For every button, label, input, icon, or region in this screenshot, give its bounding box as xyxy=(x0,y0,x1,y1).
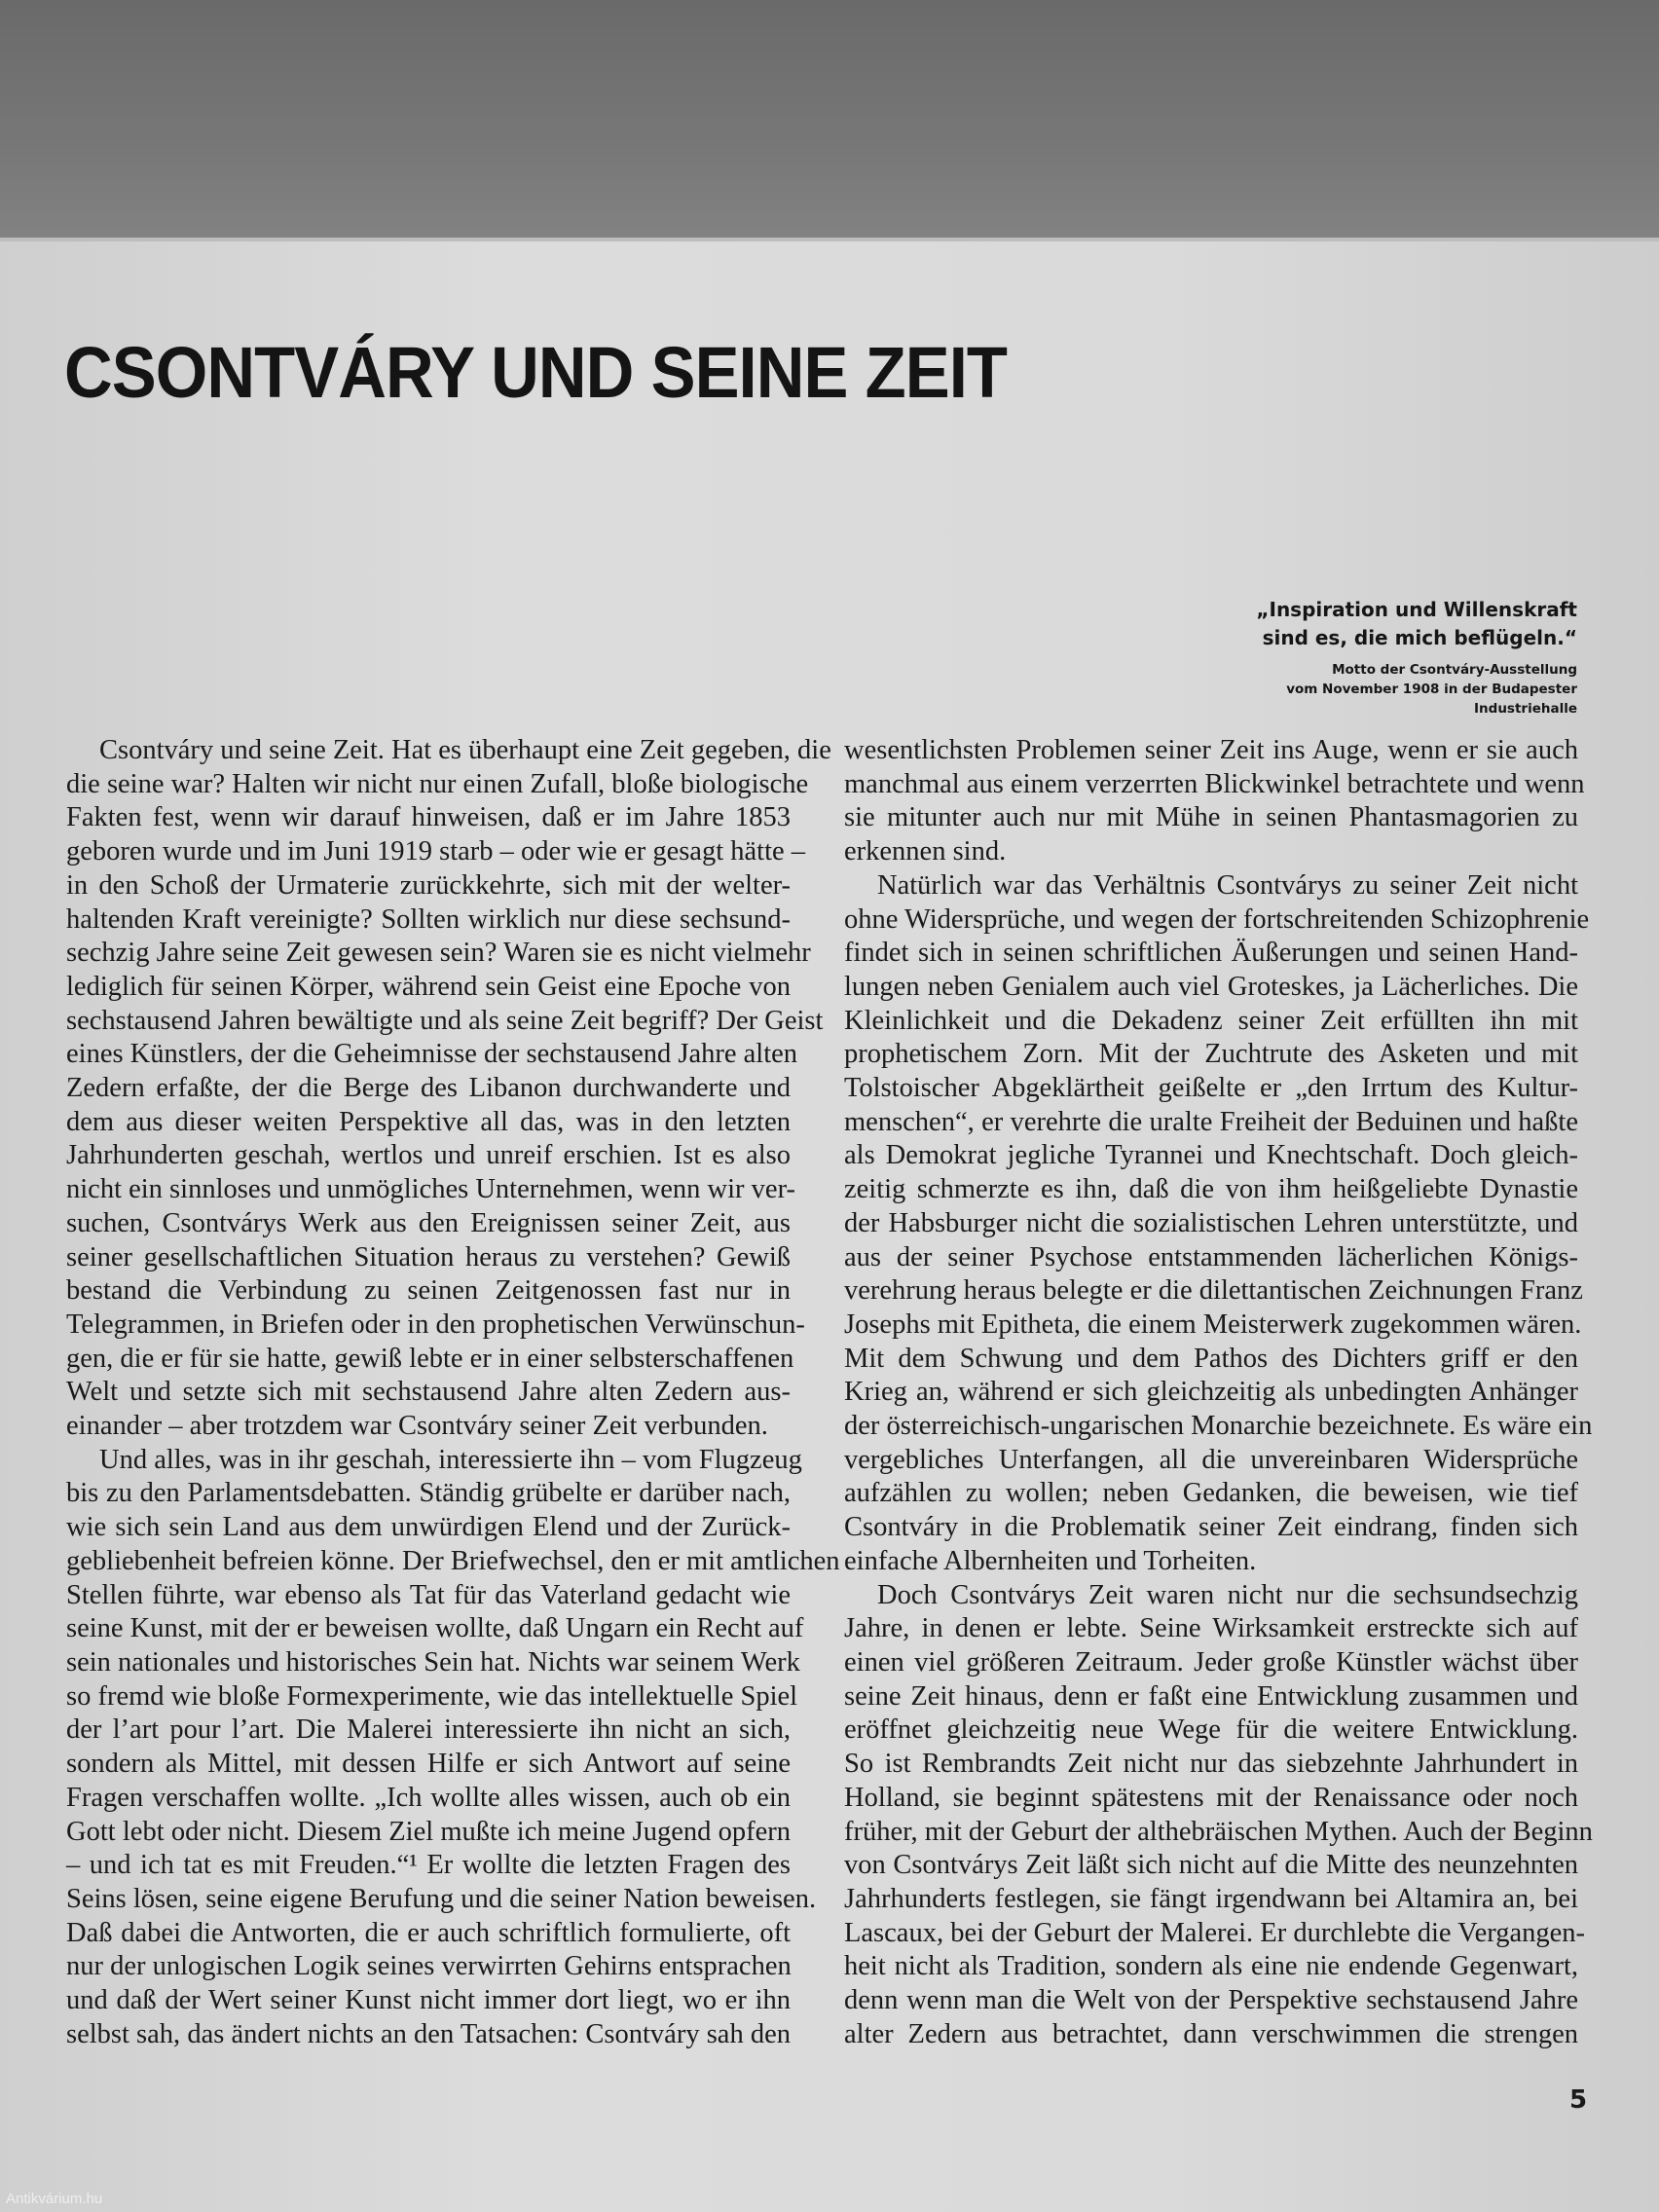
text-line: wesentlichsten Problemen seiner Zeit ins Auge, wenn er sie auch xyxy=(844,735,1578,765)
text-line: der österreichisch-ungarischen Monarchie bezeichnete. Es wäre ein xyxy=(844,1411,1593,1442)
text-line: Doch Csontvárys Zeit waren nicht nur die sechsundsechzig xyxy=(877,1579,1578,1610)
text-line: Natürlich war das Verhältnis Csontvárys zu seiner Zeit nicht xyxy=(877,869,1578,901)
text-line: sie mitunter auch nur mit Mühe in seinen Phantasmagorien zu xyxy=(844,802,1578,833)
text-line: Jahre, in denen er lebte. Seine Wirksamkeit erstreckte sich auf xyxy=(844,1613,1578,1644)
text-line: Holland, sie beginnt spätestens mit der Renaissance oder noch xyxy=(844,1782,1578,1813)
text-line: verehrung heraus belegte er die dilettantischen Zeichnungen Franz xyxy=(844,1275,1583,1307)
text-line: denn wenn man die Welt von der Perspektive sechstausend Jahre xyxy=(844,1985,1578,2016)
text-line: zeitig schmerzte es ihn, daß die von ihm heißgeliebte Dynastie xyxy=(844,1174,1578,1205)
text-line: eines Künstlers, der die Geheimnisse der sechstausend Jahre alten xyxy=(66,1039,798,1070)
text-line: – und ich tat es mit Freuden.“¹ Er wollte die letzten Fragen des xyxy=(66,1850,791,1881)
page-title: CSONTVÁRY UND SEINE ZEIT xyxy=(64,332,1008,413)
motto-caption-line: Motto der Csontváry-Ausstellung xyxy=(1332,662,1577,678)
text-line: menschen“, er verehrte die uralte Freiheit der Beduinen und haßte xyxy=(844,1106,1578,1137)
paragraph xyxy=(66,1444,840,2052)
body-column-right xyxy=(844,734,1593,2051)
text-line: der l’art pour l’art. Die Malerei interessierte ihn nicht an sich, xyxy=(66,1714,791,1746)
text-line: von Csontvárys Zeit läßt sich nicht auf die Mitte des neunzehnten xyxy=(844,1850,1578,1881)
text-line: Jahrhunderten geschah, wertlos und unreif erschien. Ist es also xyxy=(66,1140,791,1171)
text-line: prophetischem Zorn. Mit der Zuchtrute des Asketen und mit xyxy=(844,1039,1578,1070)
text-line: Welt und setzte sich mit sechstausend Jahre alten Zedern aus- xyxy=(66,1377,791,1408)
text-line: manchmal aus einem verzerrten Blickwinkel betrachtete und wenn xyxy=(844,768,1585,799)
text-line: Daß dabei die Antworten, die er auch schriftlich formulierte, oft xyxy=(66,1917,791,1948)
text-line: sondern als Mittel, mit dessen Hilfe er sich Antwort auf seine xyxy=(66,1749,791,1780)
watermark: Antikvárium.hu xyxy=(6,2191,103,2207)
body-column-left xyxy=(66,734,840,2051)
text-line: selbst sah, das ändert nichts an den Tatsachen: Csontváry sah den xyxy=(66,2018,791,2049)
text-line: dem aus dieser weiten Perspektive all das, was in den letzten xyxy=(66,1106,791,1137)
text-line: suchen, Csontvárys Werk aus den Ereignissen seiner Zeit, aus xyxy=(66,1207,791,1238)
text-line: einen viel größeren Zeitraum. Jeder große Künstler wächst über xyxy=(844,1646,1578,1677)
text-line: sechstausend Jahren bewältigte und als seine Zeit begriff? Der Geist xyxy=(66,1005,824,1036)
text-line: lungen neben Genialem auch viel Groteskes, ja Lächerliches. Die xyxy=(844,971,1578,1002)
text-line: vergebliches Unterfangen, all die unvereinbaren Widersprüche xyxy=(844,1444,1578,1475)
text-line: sechzig Jahre seine Zeit gewesen sein? Waren sie es nicht vielmehr xyxy=(66,938,811,969)
motto-caption xyxy=(1256,660,1577,719)
text-line: die seine war? Halten wir nicht nur einen Zufall, bloße biologische xyxy=(66,768,809,799)
text-line: Josephs mit Epitheta, die einem Meisterwerk zugekommen wären. xyxy=(844,1309,1582,1340)
motto-quote-line: sind es, die mich beflügeln.“ xyxy=(1262,626,1577,649)
text-line: Telegrammen, in Briefen oder in den prophetischen Verwünschun- xyxy=(66,1309,805,1340)
text-line: Kleinlichkeit und die Dekadenz seiner Zeit erfüllten ihn mit xyxy=(844,1005,1578,1036)
text-line: Csontváry in die Problematik seiner Zeit eindrang, finden sich xyxy=(844,1512,1578,1543)
text-line: gebliebenheit befreien könne. Der Briefwechsel, den er mit amtlichen xyxy=(66,1545,840,1576)
text-line: nicht ein sinnloses und unmögliches Unternehmen, wenn wir ver- xyxy=(66,1174,795,1205)
text-line: nur der unlogischen Logik seines verwirrten Gehirns entsprachen xyxy=(66,1951,792,1982)
paragraph xyxy=(844,1579,1593,2052)
text-line: Csontváry und seine Zeit. Hat es überhaupt eine Zeit gegeben, die xyxy=(99,735,831,765)
text-line: eröffnet gleichzeitig neue Wege für die weitere Entwicklung. xyxy=(844,1714,1578,1746)
text-line: seine Zeit hinaus, denn er faßt eine Entwicklung zusammen und xyxy=(844,1680,1578,1712)
text-line: ohne Widersprüche, und wegen der fortschreitenden Schizophrenie xyxy=(844,903,1590,935)
background-band xyxy=(0,0,1659,240)
text-line: Seins lösen, seine eigene Berufung und die seiner Nation beweisen. xyxy=(66,1883,817,1914)
text-line: Zedern erfaßte, der die Berge des Libanon durchwanderte und xyxy=(66,1073,791,1104)
text-line: alter Zedern aus betrachtet, dann verschwimmen die strengen xyxy=(844,2018,1578,2049)
text-line: gen, die er für sie hatte, gewiß lebte er in einer selbsterschaffenen xyxy=(66,1343,794,1374)
text-line: aus der seiner Psychose entstammenden lächerlichen Königs- xyxy=(844,1241,1578,1272)
text-line: Stellen führte, war ebenso als Tat für das Vaterland gedacht wie xyxy=(66,1579,791,1610)
text-line: Und alles, was in ihr geschah, interessierte ihn – vom Flugzeug xyxy=(99,1444,802,1475)
text-line: Fakten fest, wenn wir darauf hinweisen, daß er im Jahre 1853 xyxy=(66,802,791,833)
motto-caption-line: Industriehalle xyxy=(1474,701,1577,717)
motto-quote xyxy=(1256,596,1577,652)
text-line: und daß der Wert seiner Kunst nicht immer dort liegt, wo er ihn xyxy=(66,1985,791,2016)
text-line: Gott lebt oder nicht. Diesem Ziel mußte ich meine Jugend opfern xyxy=(66,1816,791,1847)
text-line: bestand die Verbindung zu seinen Zeitgenossen fast nur in xyxy=(66,1275,791,1307)
page-number: 5 xyxy=(1569,2085,1588,2115)
text-line: sein nationales und historisches Sein hat. Nichts war seinem Werk xyxy=(66,1646,800,1677)
motto-quote-line: „Inspiration und Willenskraft xyxy=(1256,598,1577,621)
text-line: Mit dem Schwung und dem Pathos des Dichters griff er den xyxy=(844,1343,1578,1374)
text-line: Fragen verschaffen wollte. „Ich wollte alles wissen, auch ob ein xyxy=(66,1782,791,1813)
text-line: seiner gesellschaftlichen Situation heraus zu verstehen? Gewiß xyxy=(66,1241,791,1272)
text-line: einfache Albernheiten und Torheiten. xyxy=(844,1545,1257,1576)
paragraph xyxy=(844,734,1585,869)
text-line: Jahrhunderts festlegen, sie fängt irgendwann bei Altamira an, bei xyxy=(844,1883,1578,1914)
text-line: Tolstoischer Abgeklärtheit geißelte er „den Irrtum des Kultur- xyxy=(844,1073,1578,1104)
text-line: als Demokrat jegliche Tyrannei und Knechtschaft. Doch gleich- xyxy=(844,1140,1578,1171)
text-line: Lascaux, bei der Geburt der Malerei. Er durchlebte die Vergangen- xyxy=(844,1917,1585,1948)
text-line: bis zu den Parlamentsdebatten. Ständig grübelte er darüber nach, xyxy=(66,1478,791,1509)
text-line: einander – aber trotzdem war Csontváry seiner Zeit verbunden. xyxy=(66,1411,768,1442)
paragraph xyxy=(66,734,831,1444)
text-line: aufzählen zu wollen; neben Gedanken, die beweisen, wie tief xyxy=(844,1478,1578,1509)
text-line: Krieg an, während er sich gleichzeitig als unbedingten Anhänger xyxy=(844,1377,1578,1408)
paragraph xyxy=(844,869,1593,1579)
motto-block xyxy=(1256,596,1577,719)
text-line: früher, mit der Geburt der althebräischen Mythen. Auch der Beginn xyxy=(844,1816,1593,1847)
text-line: lediglich für seinen Körper, während sein Geist eine Epoche von xyxy=(66,971,791,1002)
motto-caption-line: vom November 1908 in der Budapester xyxy=(1286,682,1577,697)
page-edge xyxy=(0,238,1659,241)
text-line: findet sich in seinen schriftlichen Äußerungen und seinen Hand- xyxy=(844,938,1578,969)
text-line: haltenden Kraft vereinigte? Sollten wirklich nur diese sechsund- xyxy=(66,903,791,935)
text-line: in den Schoß der Urmaterie zurückkehrte, sich mit der welter- xyxy=(66,869,791,901)
text-line: geboren wurde und im Juni 1919 starb – oder wie er gesagt hätte – xyxy=(66,836,806,867)
text-line: seine Kunst, mit der er beweisen wollte, daß Ungarn ein Recht auf xyxy=(66,1613,804,1644)
text-line: erkennen sind. xyxy=(844,836,1007,867)
text-line: der Habsburger nicht die sozialistischen Lehren unterstützte, und xyxy=(844,1207,1578,1238)
text-line: wie sich sein Land aus dem unwürdigen Elend und der Zurück- xyxy=(66,1512,791,1543)
text-line: heit nicht als Tradition, sondern als eine nie endende Gegenwart, xyxy=(844,1951,1578,1982)
text-line: so fremd wie bloße Formexperimente, wie das intellektuelle Spiel xyxy=(66,1680,798,1712)
text-line: So ist Rembrandts Zeit nicht nur das siebzehnte Jahrhundert in xyxy=(844,1749,1578,1780)
